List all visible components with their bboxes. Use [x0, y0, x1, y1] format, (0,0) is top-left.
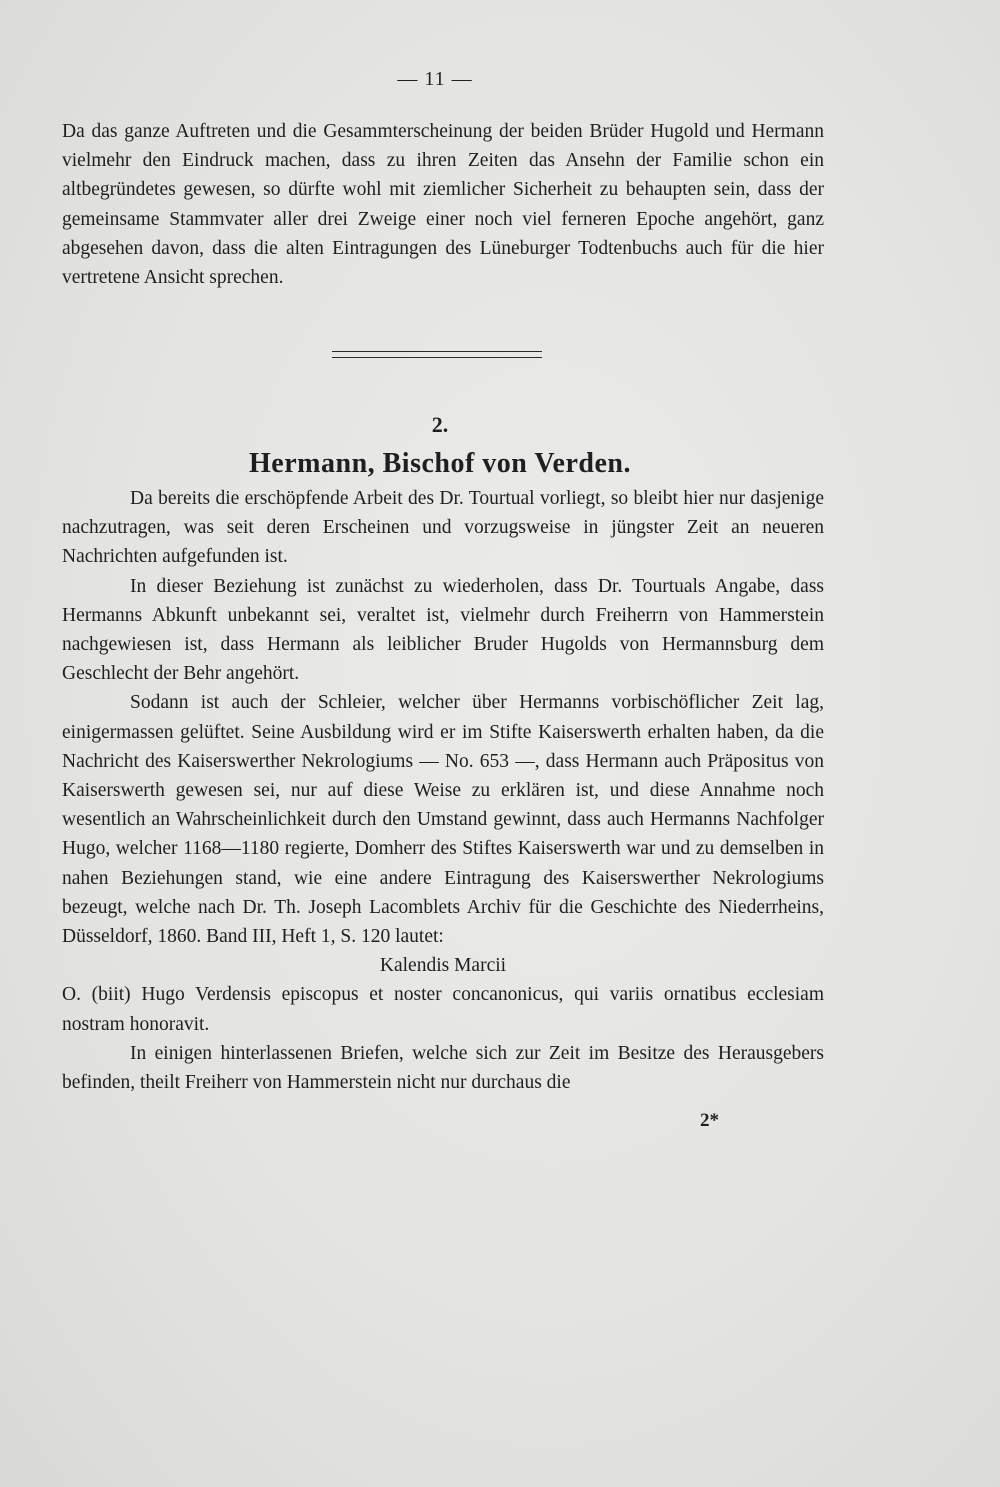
section-title: Hermann, Bischof von Verden.: [249, 448, 631, 479]
section-paragraph-3: Sodann ist auch der Schleier, welcher über Hermanns vorbischöflicher Zeit lag, einigermassen gelüftet. Seine Ausbildung wird er im Stifte Kaiserswerth erhalten haben, da die Nachricht des Kaiserswerther Nekrologiums — No. 653 —, dass Hermann auch Präpositus von Kaiserswerth gewesen sei, nur auf diese Weise zu erklären ist, und diese Annahme noch wesentlich an Wahrscheinlichkeit durch den Umstand gewinnt, dass auch Hermanns Nachfolger Hugo, welcher 1168—1180 regierte, Domherr des Stiftes Kaiserswerth war und zu demselben in nahen Beziehungen stand, wie eine andere Eintragung des Kaiserswerther Nekrologiums bezeugt, welche nach Dr. Th. Joseph Lacomblets Archiv für die Geschichte des Niederrheins, Düsseldorf, 1860. Band III, Heft 1, S. 120 lautet:: [62, 692, 824, 948]
closing-paragraph: In einigen hinterlassenen Briefen, welche sich zur Zeit im Besitze des Herausgebers befinden, theilt Freiherr von Hammerstein nicht nur durchaus die: [62, 1042, 824, 1094]
signature-mark: 2*: [700, 1110, 719, 1131]
section-paragraph-1: Da bereits die erschöpfende Arbeit des Dr. Tourtual vorliegt, so bleibt hier nur dasjenige nachzutragen, was seit deren Erscheinen und vorzugsweise in jüngster Zeit an neueren Nachrichten aufgefunden ist.: [62, 488, 824, 568]
section-paragraph-2: In dieser Beziehung ist zunächst zu wiederholen, dass Dr. Tourtuals Angabe, dass Hermanns Abkunft unbekannt sei, veraltet ist, vielmehr durch Freiherrn von Hammerstein nachgewiesen ist, dass Hermann als leiblicher Bruder Hugolds von Hermannsburg dem Geschlecht der Behr angehört.: [62, 575, 824, 685]
quote-heading: Kalendis Marcii: [379, 955, 507, 977]
intro-paragraph-text: Da das ganze Auftreten und die Gesammterscheinung der beiden Brüder Hugold und Hermann vielmehr den Eindruck machen, dass zu ihren Zeiten das Ansehn der Familie schon ein altbegründetes gewesen, so dürfte wohl mit ziemlicher Sicherheit zu behaupten sein, dass der gemeinsame Stammvater aller drei Zweige einer noch viel ferneren Epoche angehört, ganz abgesehen davon, dass die alten Eintragungen des Lüneburger Todtenbuchs auch für die hier vertretene Ansicht sprechen.: [62, 121, 824, 289]
page-number: — 11 —: [397, 68, 473, 90]
intro-paragraph: [62, 117, 824, 292]
section-divider: [332, 351, 542, 358]
quote-text: O. (biit) Hugo Verdensis episcopus et noster concanonicus, qui variis ornatibus ecclesiam nostram honoravit.: [62, 984, 824, 1035]
section-number: 2.: [431, 412, 449, 437]
section-body: [62, 484, 824, 1097]
